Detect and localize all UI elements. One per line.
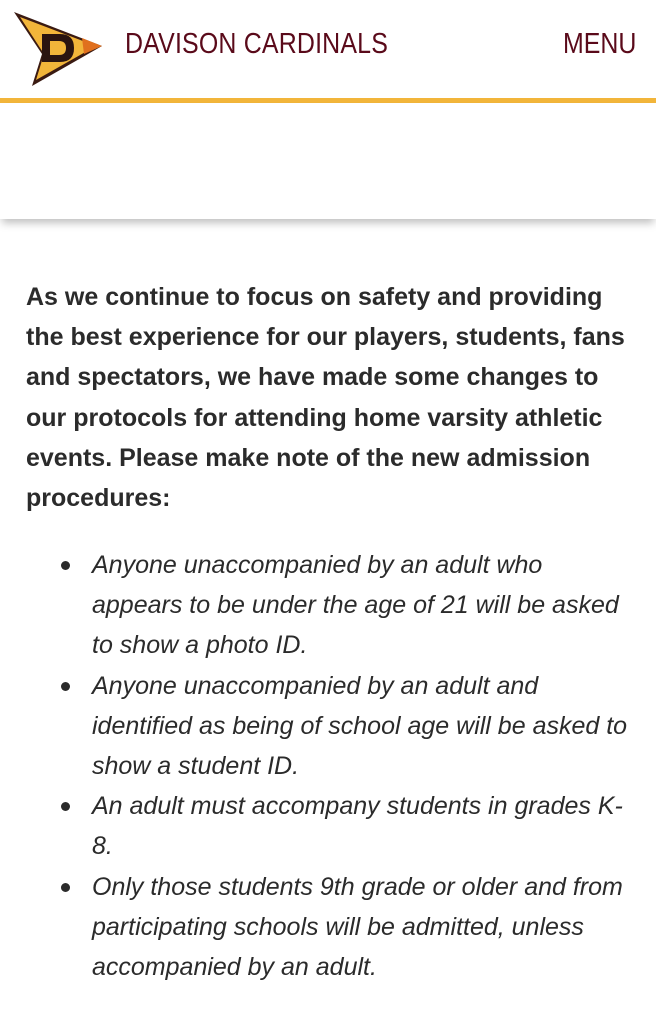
rule-text: Only those students 9th grade or older and from participating schools will be admitted, unless accompanied by an adult.: [92, 872, 623, 982]
rule-text: Anyone unaccompanied by an adult who appears to be under the age of 21 will be asked to show a photo ID.: [92, 551, 619, 660]
bullet-icon: [61, 682, 70, 691]
bullet-icon: [61, 883, 70, 892]
banner-area: [0, 103, 656, 219]
list-item: [0, 867, 656, 988]
rule-text: Anyone unaccompanied by an adult and identified as being of school age will be asked to show a student ID.: [92, 671, 628, 781]
list-item: [0, 545, 656, 666]
admission-rules-list: [0, 545, 656, 987]
rule-text: An adult must accompany students in grades K-8.: [92, 792, 623, 861]
list-item: [0, 786, 656, 866]
site-title[interactable]: DAVISON CARDINALS: [125, 28, 389, 60]
cardinal-d-logo-icon[interactable]: [12, 8, 104, 88]
list-item: [0, 666, 656, 787]
site-header: [0, 0, 656, 98]
intro-paragraph: As we continue to focus on safety and providing the best experience for our players, students, fans and spectators, we have made some changes to our protocols for attending home varsity athletic events. Please make note of the new admission procedures:: [26, 283, 625, 513]
bullet-icon: [61, 561, 70, 570]
menu-button[interactable]: MENU: [562, 28, 636, 60]
bullet-icon: [61, 802, 70, 811]
